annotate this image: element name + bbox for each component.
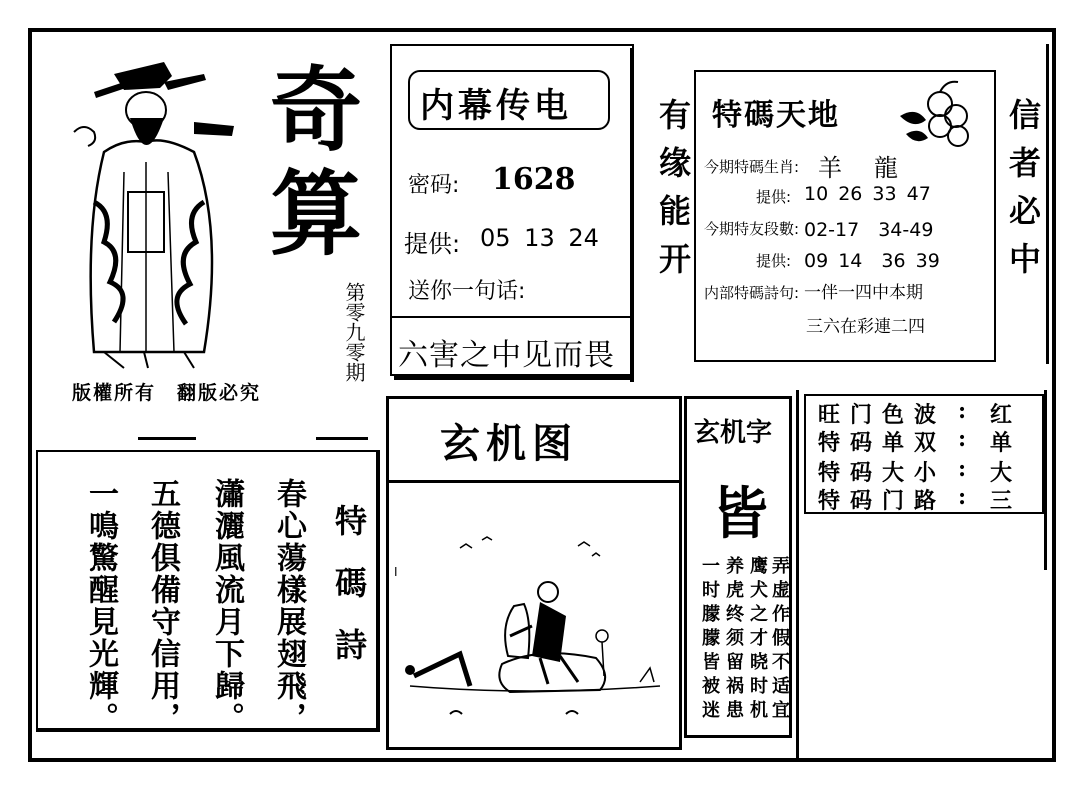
- grape-icon: [896, 76, 982, 152]
- attr-row-1-sep: :: [958, 398, 967, 424]
- provide-label: 提供:: [404, 230, 461, 258]
- mystery-word-col-3: 养虎终须留祸患: [723, 556, 744, 724]
- attributes-right-rule: [1044, 390, 1047, 570]
- slogan-right: 信者必中: [1004, 98, 1042, 290]
- title-char-suan: 算: [270, 160, 363, 268]
- attr-row-1-value: 红: [990, 402, 1013, 428]
- special-world-header: 特碼天地: [712, 98, 840, 133]
- mystery-word: 皆: [712, 481, 768, 547]
- attr-row-4-sep: :: [958, 484, 967, 510]
- deity-figure-image: [64, 52, 244, 370]
- attr-row-3-label: 特码大小: [818, 460, 947, 486]
- attr-row-2-label: 特码单双: [818, 430, 947, 456]
- phrase-label: 送你一句话:: [408, 279, 526, 304]
- phrase-divider: [390, 316, 634, 318]
- mystery-chart-header: 玄机图: [440, 421, 578, 467]
- friend-provide-values: 09 14 36 39: [804, 250, 940, 272]
- poem-line-1: 一伴一四中本期: [804, 283, 923, 303]
- title-char-qi: 奇: [270, 56, 363, 164]
- friend-value: 02-17 34-49: [804, 219, 934, 241]
- lucky-phrase: 六害之中见而畏: [398, 338, 615, 373]
- attributes-left-rule: [796, 390, 799, 760]
- issue-number: 第零九零期: [342, 282, 366, 382]
- friend-label: 今期特友段數:: [704, 220, 800, 238]
- code-value: 1628: [492, 162, 576, 197]
- divider-left: [138, 437, 196, 440]
- poem-col-3: 五德俱備守信用，: [145, 478, 180, 734]
- attr-row-2-sep: :: [958, 426, 967, 452]
- slogan-left: 有缘能开: [654, 98, 692, 290]
- divider-right: [316, 437, 368, 440]
- svg-text:I: I: [394, 565, 398, 579]
- attr-row-3-value: 大: [990, 460, 1013, 486]
- insider-box-shadow: [630, 48, 634, 382]
- attr-row-2-value: 单: [990, 430, 1013, 456]
- copyright-notice: 版權所有 翻版必究: [72, 382, 262, 404]
- zodiac-label: 今期特碼生肖:: [704, 158, 800, 176]
- poem-title: 特碼詩: [330, 504, 368, 690]
- insider-header: 内幕传电: [420, 86, 572, 126]
- friend-provide-label: 提供:: [756, 252, 792, 270]
- slogan-right-rule: [1046, 44, 1049, 364]
- poem-col-1: 春心蕩樣展翅飛，: [271, 478, 306, 734]
- poem-label: 内部特碼詩句:: [704, 284, 800, 302]
- attr-row-1-label: 旺门色波: [818, 402, 947, 428]
- mystery-word-col-4: 一时朦朦皆被迷: [699, 556, 720, 724]
- zodiac-value: 羊 龍: [818, 154, 902, 182]
- poem-col-2: 瀟灑風流月下歸。: [209, 478, 244, 734]
- zodiac-provide-values: 10 26 33 47: [804, 183, 931, 205]
- attr-row-4-value: 三: [990, 488, 1013, 514]
- poem-col-4: 一鳴驚醒見光輝。: [83, 478, 118, 734]
- provide-values: 05 13 24: [480, 224, 599, 252]
- attr-row-3-sep: :: [958, 456, 967, 482]
- mystery-chart-header-rule: [386, 480, 682, 483]
- poem-line-2: 三六在彩連二四: [806, 317, 925, 337]
- mystery-illustration: [390, 486, 678, 742]
- attr-row-4-label: 特码门路: [818, 488, 947, 514]
- insider-box-shadow-bottom: [394, 376, 634, 380]
- mystery-word-col-1: 弄虚作假不适宜: [769, 556, 790, 724]
- code-label: 密码:: [408, 173, 460, 198]
- mystery-word-col-2: 鹰犬之才晓时机: [747, 556, 768, 724]
- zodiac-provide-label: 提供:: [756, 188, 792, 206]
- mystery-word-header: 玄机字: [694, 418, 773, 448]
